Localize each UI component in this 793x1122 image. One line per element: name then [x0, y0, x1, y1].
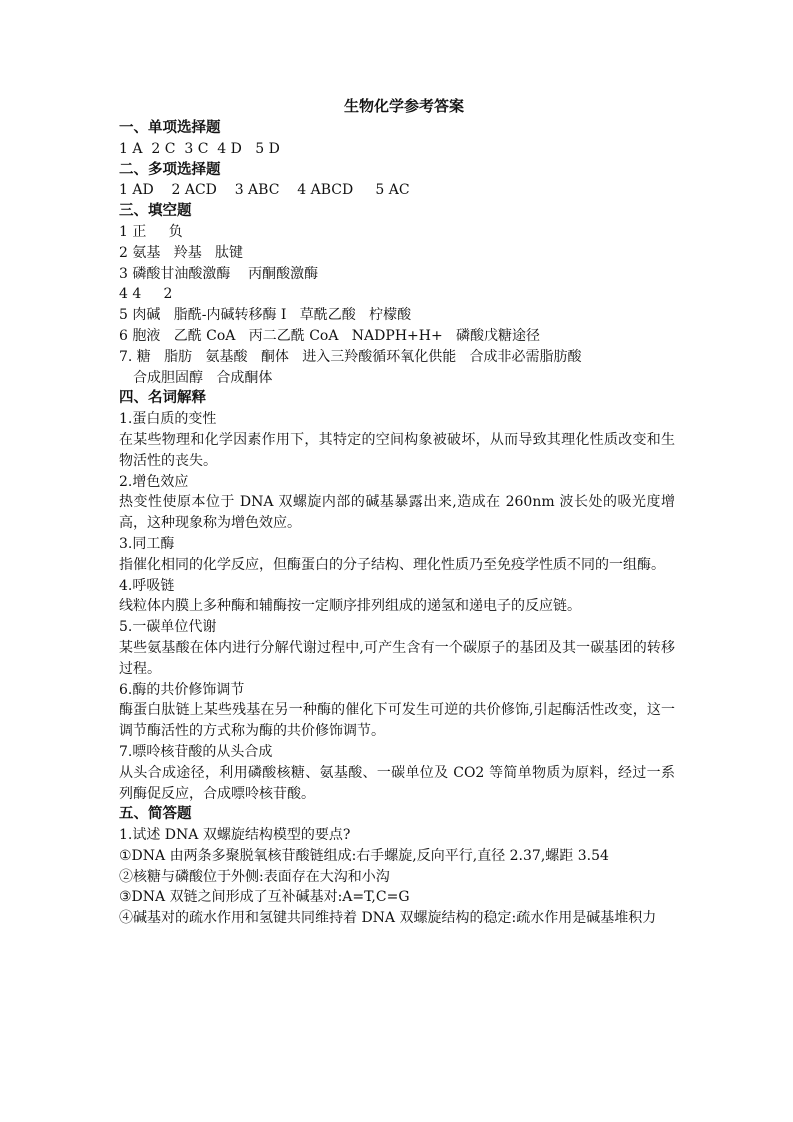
fill-blank-item: 3 磷酸甘油酸激酶 丙酮酸激酶 — [119, 265, 319, 282]
section-heading-short-answer: 五、简答题 — [119, 805, 192, 823]
answer-point: ③DNA 双链之间形成了互补碱基对:A=T,C=G — [119, 889, 410, 906]
fill-blank-item-continued: 合成胆固醇 合成酮体 — [133, 369, 273, 386]
answer-point: ②核糖与磷酸位于外侧:表面存在大沟和小沟 — [119, 868, 390, 885]
section-heading-terms: 四、名词解释 — [119, 389, 206, 407]
term-definition: 某些氨基酸在体内进行分解代谢过程中,可产生含有一个碳原子的基团及其一碳基团的转移过程。 — [119, 639, 675, 677]
term-definition: 线粒体内膜上多种酶和辅酶按一定顺序排列组成的递氢和递电子的反应链。 — [119, 598, 581, 615]
fill-blank-item: 1 正 负 — [119, 223, 183, 240]
term-title: 1.蛋白质的变性 — [119, 411, 217, 428]
section-heading-multi-choice: 二、多项选择题 — [119, 160, 221, 178]
document-page — [119, 96, 679, 929]
answer-point: ④碱基对的疏水作用和氢键共同维持着 DNA 双螺旋结构的稳定:疏水作用是碱基堆积力 — [119, 910, 657, 927]
term-definition: 酶蛋白肽链上某些残基在另一种酶的催化下可发生可逆的共价修饰,引起酶活性改变，这一调节酶活性的方式称为酶的共价修饰调节。 — [119, 702, 675, 740]
fill-blank-item: 7. 糖 脂肪 氨基酸 酮体 进入三羚酸循环氧化供能 合成非必需脂肪酸 — [119, 348, 582, 365]
term-title: 5.一碳单位代谢 — [119, 619, 217, 636]
term-definition: 从头合成途径，利用磷酸核糖、氨基酸、一碳单位及 CO2 等简单物质为原料，经过一系列酶促反应，合成嘌呤核苷酸。 — [119, 764, 675, 802]
term-definition: 热变性使原本位于 DNA 双螺旋内部的碱基暴露出来,造成在 260nm 波长处的吸光度增高，这种现象称为增色效应。 — [119, 494, 675, 532]
answer-point: ①DNA 由两条多聚脱氧核苷酸链组成:右手螺旋,反向平行,直径 2.37,螺距 3.54 — [119, 847, 609, 864]
term-definition: 指催化相同的化学反应，但酶蛋白的分子结构、理化性质乃至免疫学性质不同的一组酶。 — [119, 556, 665, 573]
term-title: 2.增色效应 — [119, 473, 189, 490]
short-answer-question: 1.试述 DNA 双螺旋结构模型的要点? — [119, 827, 351, 844]
term-title: 6.酶的共价修饰调节 — [119, 681, 245, 698]
term-title: 4.呼吸链 — [119, 577, 175, 594]
fill-blank-item: 6 胞液 乙酰 CoA 丙二乙酰 CoA NADPH+H+ 磷酸戊糖途径 — [119, 327, 541, 344]
section-heading-fill-blank: 三、填空题 — [119, 202, 192, 220]
term-title: 7.嘌呤核苷酸的从头合成 — [119, 743, 273, 760]
multi-choice-answers: 1 AD 2 ACD 3 ABC 4 ABCD 5 AC — [119, 182, 410, 199]
single-choice-answers: 1 A 2 C 3 C 4 D 5 D — [119, 140, 280, 157]
fill-blank-item: 2 氨基 羚基 肽键 — [119, 244, 244, 261]
term-definition: 在某些物理和化学因素作用下，其特定的空间构象被破坏，从而导致其理化性质改变和生物活性的丧失。 — [119, 431, 675, 469]
fill-blank-item: 5 肉碱 脂酰-内碱转移酶 I 草酰乙酸 柠檬酸 — [119, 307, 412, 324]
fill-blank-item: 4 4 2 — [119, 286, 173, 303]
page-title: 生物化学参考答案 — [343, 97, 464, 115]
section-heading-single-choice: 一、单项选择题 — [119, 119, 221, 136]
term-title: 3.同工酶 — [119, 535, 175, 552]
